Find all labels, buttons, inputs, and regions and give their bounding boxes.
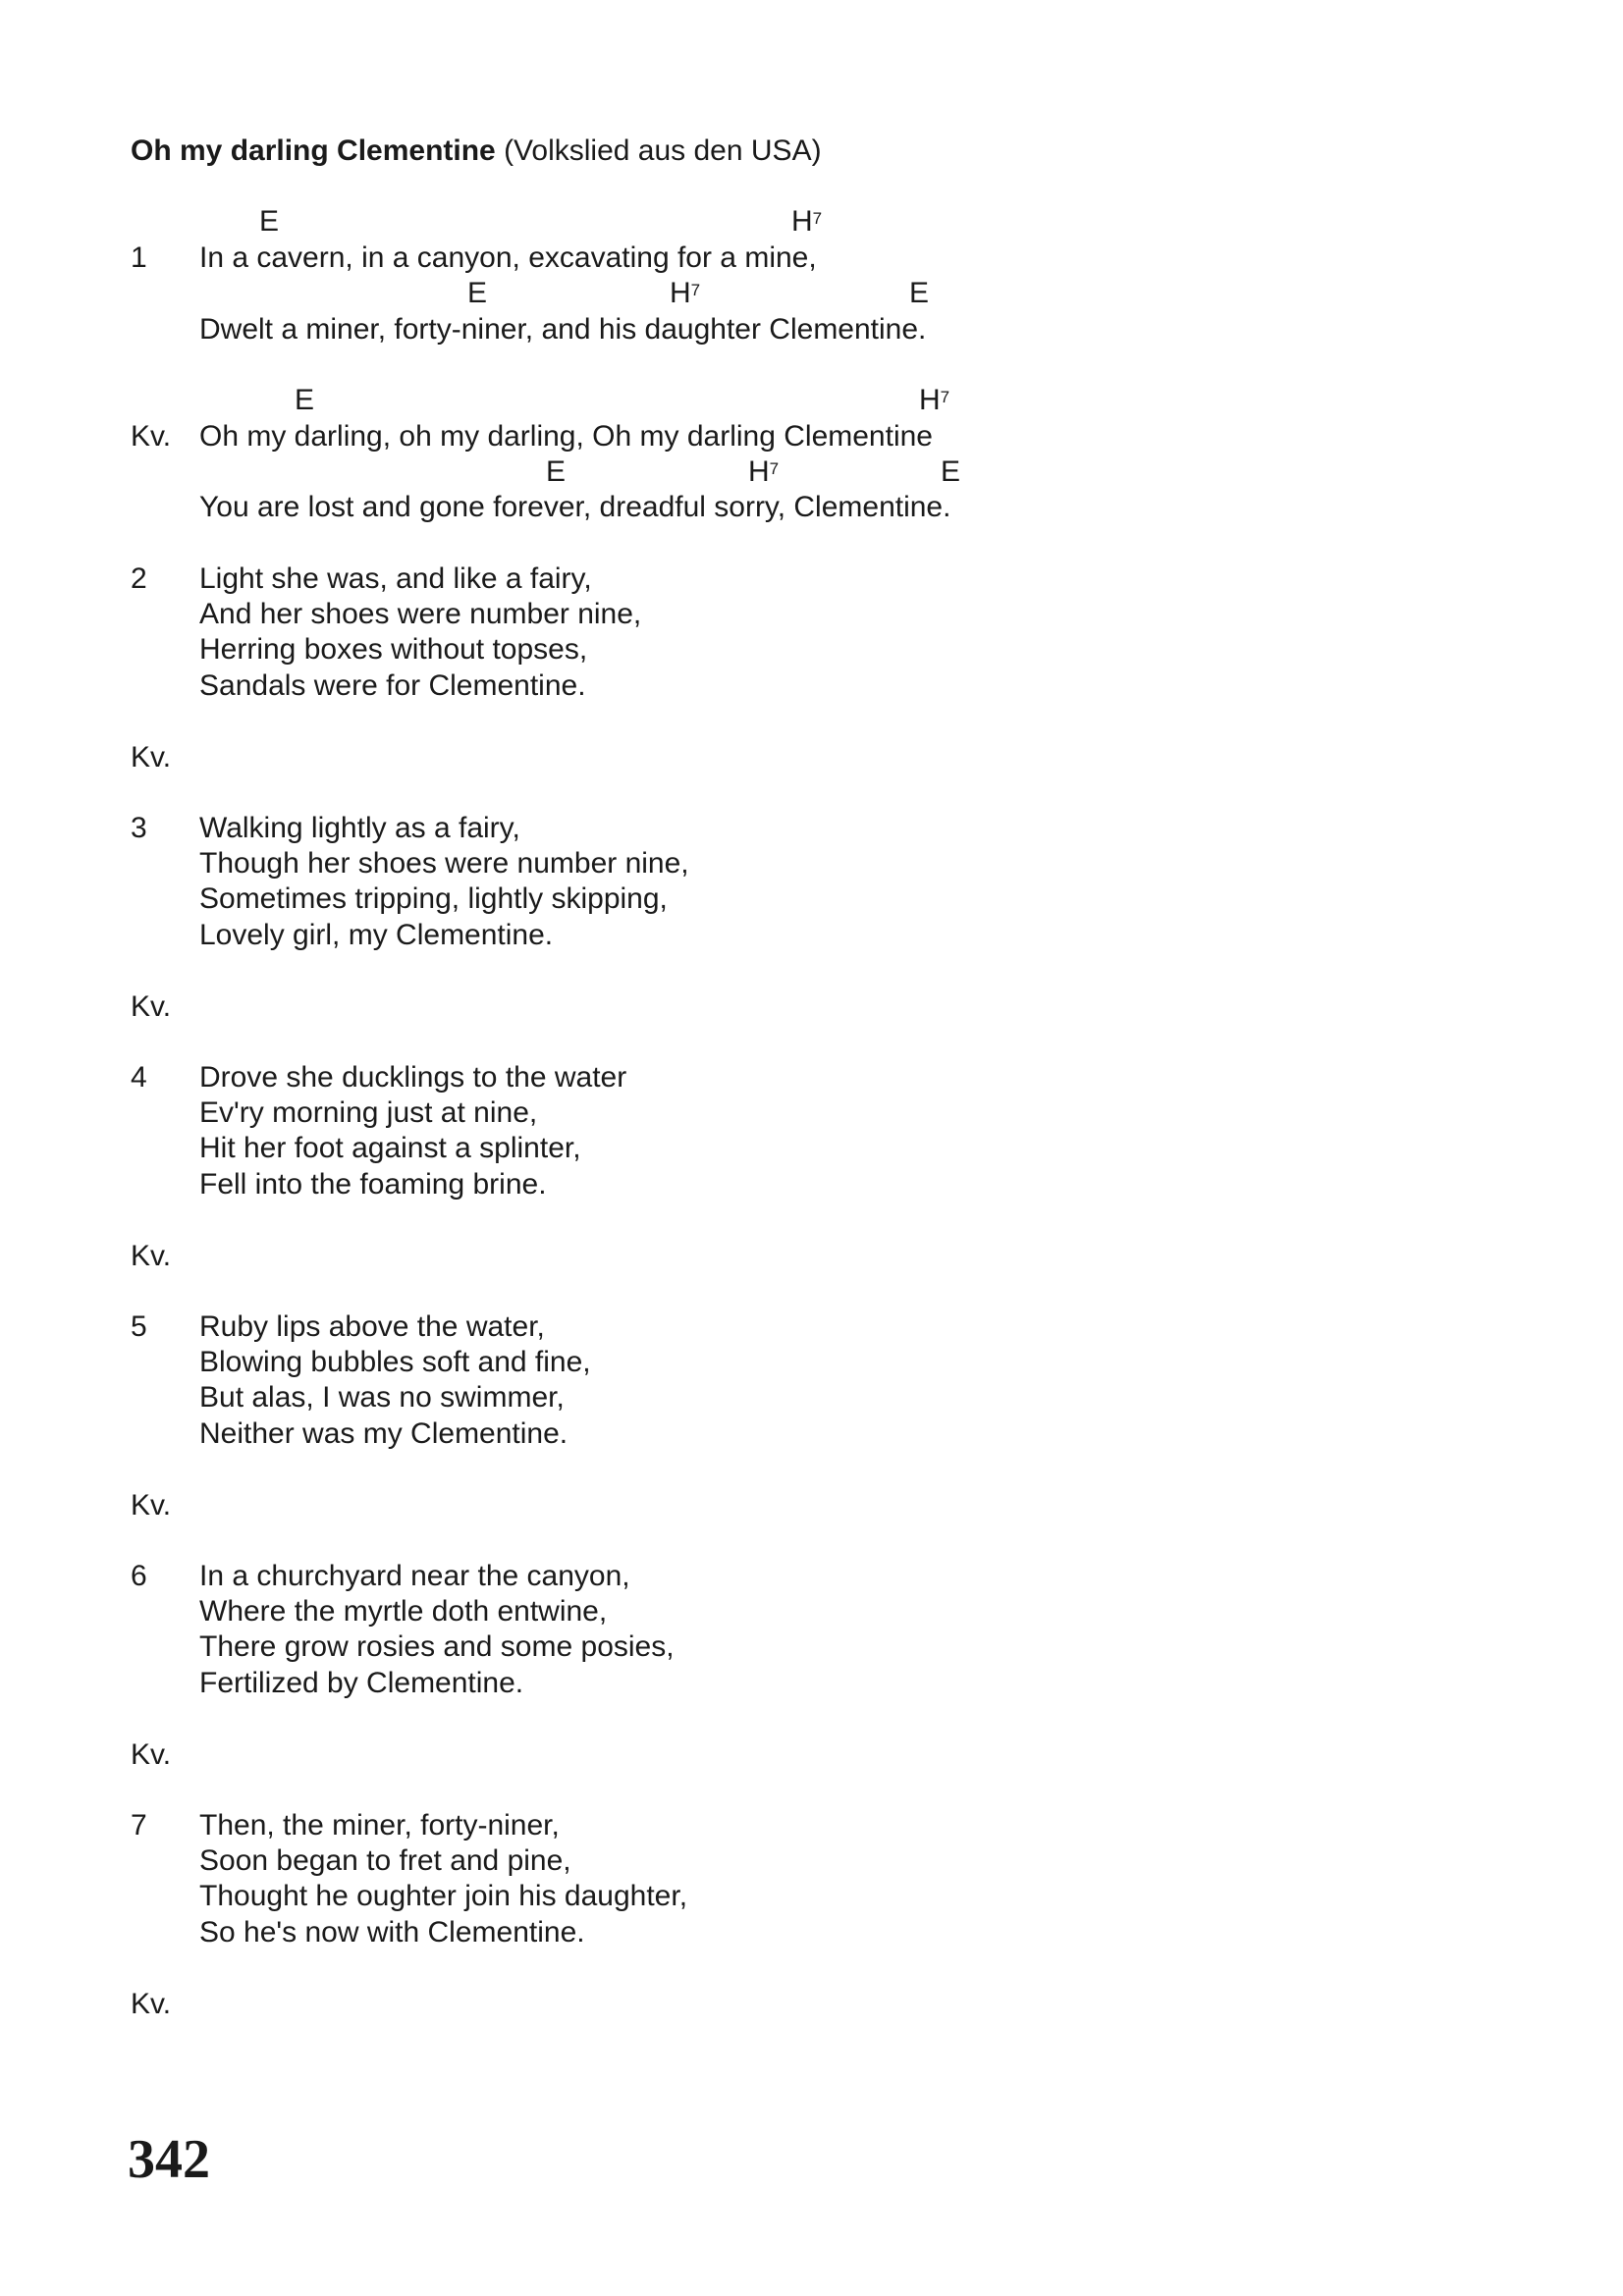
chorus-line: Oh my darling, oh my darling, Oh my darling Clementine — [199, 420, 933, 453]
chord-h7: $H^7$ — [748, 455, 780, 488]
verse-number: 7 — [131, 1809, 147, 1842]
verse-line: Drove she ducklings to the water — [199, 1061, 627, 1094]
verse-line: Thought he oughter join his daughter, — [199, 1880, 688, 1912]
chord-e: E — [941, 455, 961, 488]
verse-line: Hit her foot against a splinter, — [199, 1132, 581, 1164]
chord-h7: $H^7$ — [670, 277, 701, 309]
song-title — [131, 133, 822, 169]
verse-line: Though her shoes were number nine, — [199, 847, 689, 880]
verse-line: There grow rosies and some posies, — [199, 1630, 675, 1663]
verse-line: In a churchyard near the canyon, — [199, 1560, 630, 1592]
song-title-main: Oh my darling Clementine — [131, 134, 496, 167]
chord-h7: $H^7$ — [919, 384, 950, 416]
verse-line: Neither was my Clementine. — [199, 1417, 568, 1450]
chord-e: E — [295, 384, 315, 416]
refrain-label: Kv. — [131, 1988, 172, 2020]
verse-line: Sandals were for Clementine. — [199, 669, 586, 702]
verse-line: In a cavern, in a canyon, excavating for a mine, — [199, 241, 817, 274]
chord-e: E — [467, 277, 488, 309]
verse-line: Then, the miner, forty-niner, — [199, 1809, 560, 1842]
chord-e: E — [546, 455, 567, 488]
chord-e: E — [259, 205, 280, 238]
verse-number: 4 — [131, 1061, 147, 1094]
verse-line: And her shoes were number nine, — [199, 598, 642, 630]
verse-number: 5 — [131, 1310, 147, 1343]
verse-line: Fertilized by Clementine. — [199, 1667, 524, 1699]
verse-line: Light she was, and like a fairy, — [199, 562, 592, 595]
verse-number: 3 — [131, 812, 147, 844]
page-number: 342 — [128, 2129, 210, 2190]
verse-line: Ev'ry morning just at nine, — [199, 1096, 538, 1129]
verse-line: Sometimes tripping, lightly skipping, — [199, 882, 668, 915]
verse-line: So he's now with Clementine. — [199, 1916, 585, 1949]
verse-line: Fell into the foaming brine. — [199, 1168, 547, 1201]
verse-number: 6 — [131, 1560, 147, 1592]
refrain-label: Kv. — [131, 1240, 172, 1272]
verse-line: Soon began to fret and pine, — [199, 1844, 571, 1877]
verse-line: Dwelt a miner, forty-niner, and his daughter Clementine. — [199, 313, 927, 346]
verse-line: Lovely girl, my Clementine. — [199, 919, 554, 951]
refrain-label: Kv. — [131, 1738, 172, 1771]
verse-line: Walking lightly as a fairy, — [199, 812, 520, 844]
refrain-label: Kv. — [131, 741, 172, 774]
chorus-label: Kv. — [131, 420, 172, 453]
verse-line: Blowing bubbles soft and fine, — [199, 1346, 591, 1378]
verse-number: 2 — [131, 562, 147, 595]
verse-line: But alas, I was no swimmer, — [199, 1381, 565, 1414]
verse-number: 1 — [131, 241, 147, 274]
refrain-label: Kv. — [131, 1489, 172, 1522]
verse-line: Herring boxes without topses, — [199, 633, 588, 666]
refrain-label: Kv. — [131, 990, 172, 1023]
chorus-line: You are lost and gone forever, dreadful sorry, Clementine. — [199, 491, 951, 523]
verse-line: Where the myrtle doth entwine, — [199, 1595, 608, 1628]
chord-h7: $H^7$ — [791, 205, 823, 238]
chord-e: E — [909, 277, 930, 309]
verse-line: Ruby lips above the water, — [199, 1310, 545, 1343]
song-title-origin: (Volkslied aus den USA) — [495, 134, 822, 167]
